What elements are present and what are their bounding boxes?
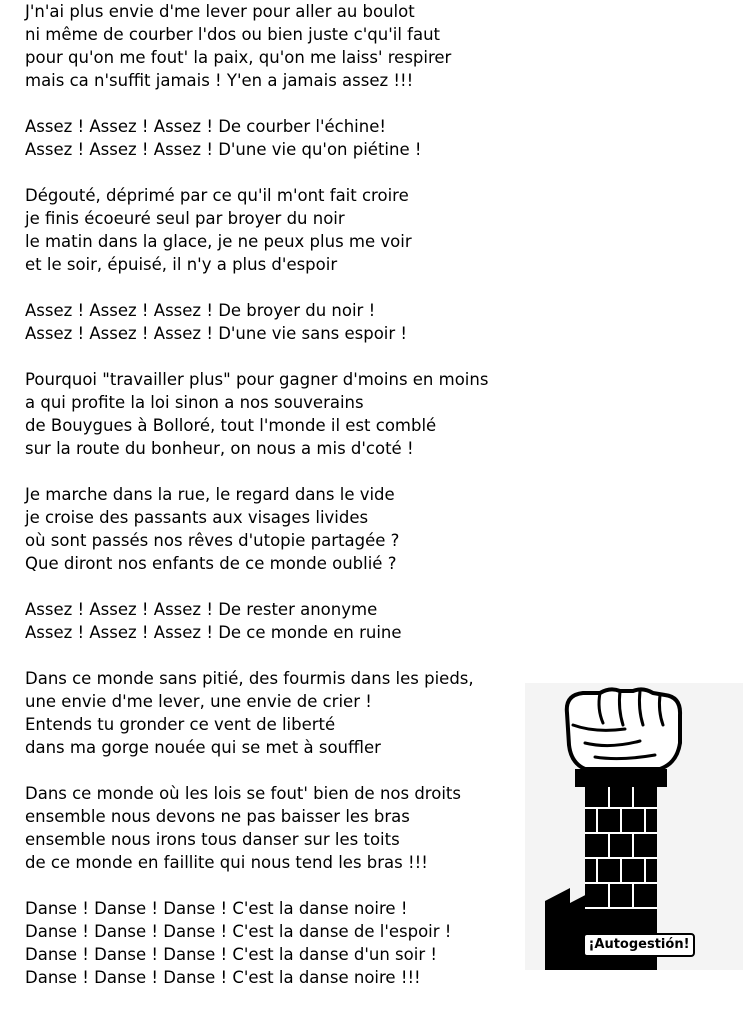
lyric-line: et le soir, épuisé, il n'y a plus d'espoir bbox=[25, 255, 338, 274]
lyric-line: je finis écoeuré seul par broyer du noir bbox=[25, 209, 345, 228]
lyric-line: sur la route du bonheur, on nous a mis d'coté ! bbox=[25, 439, 414, 458]
lyric-line: Danse ! Danse ! Danse ! C'est la danse d'un soir ! bbox=[25, 945, 437, 964]
lyric-line: Assez ! Assez ! Assez ! De ce monde en ruine bbox=[25, 623, 402, 642]
stanza bbox=[25, 299, 545, 345]
lyric-line: ensemble nous devons ne pas baisser les bras bbox=[25, 807, 410, 826]
stanza bbox=[25, 184, 545, 276]
lyric-line: Dans ce monde sans pitié, des fourmis dans les pieds, bbox=[25, 669, 474, 688]
lyric-line: de ce monde en faillite qui nous tend les bras !!! bbox=[25, 853, 428, 872]
lyric-line: Pourquoi "travailler plus" pour gagner d'moins en moins bbox=[25, 370, 489, 389]
lyric-line: Assez ! Assez ! Assez ! D'une vie qu'on piétine ! bbox=[25, 140, 422, 159]
stanza bbox=[25, 483, 545, 575]
lyric-line: Assez ! Assez ! Assez ! De courber l'échine! bbox=[25, 117, 386, 136]
lyrics-text bbox=[25, 0, 545, 1012]
lyric-line: a qui profite la loi sinon a nos souverains bbox=[25, 393, 364, 412]
lyric-line: Que diront nos enfants de ce monde oublié ? bbox=[25, 554, 397, 573]
lyric-line: Danse ! Danse ! Danse ! C'est la danse de l'espoir ! bbox=[25, 922, 452, 941]
sleeve-cuff bbox=[575, 769, 667, 787]
lyric-line: Assez ! Assez ! Assez ! D'une vie sans espoir ! bbox=[25, 324, 408, 343]
lyric-line: Entends tu gronder ce vent de liberté bbox=[25, 715, 336, 734]
lyric-line: le matin dans la glace, je ne peux plus me voir bbox=[25, 232, 412, 251]
lyric-line: Danse ! Danse ! Danse ! C'est la danse noire !!! bbox=[25, 968, 421, 987]
stanza bbox=[25, 667, 545, 759]
lyric-line: de Bouygues à Bolloré, tout l'monde il est comblé bbox=[25, 416, 437, 435]
stanza bbox=[25, 0, 545, 92]
raised-fist-factory-chimney-icon bbox=[525, 683, 743, 970]
lyric-line: Assez ! Assez ! Assez ! De rester anonyme bbox=[25, 600, 378, 619]
stanza bbox=[25, 115, 545, 161]
lyric-line: ni même de courber l'dos ou bien juste c'qu'il faut bbox=[25, 25, 440, 44]
stanza bbox=[25, 598, 545, 644]
stanza bbox=[25, 897, 545, 989]
lyric-line: Danse ! Danse ! Danse ! C'est la danse noire ! bbox=[25, 899, 408, 918]
lyric-line: J'n'ai plus envie d'me lever pour aller au boulot bbox=[25, 2, 415, 21]
lyric-line: Je marche dans la rue, le regard dans le vide bbox=[25, 485, 395, 504]
lyric-line: pour qu'on me fout' la paix, qu'on me laiss' respirer bbox=[25, 48, 452, 67]
lyric-line: je croise des passants aux visages livides bbox=[25, 508, 369, 527]
lyric-line: Dégouté, déprimé par ce qu'il m'ont fait croire bbox=[25, 186, 409, 205]
lyric-line: mais ca n'suffit jamais ! Y'en a jamais assez !!! bbox=[25, 71, 414, 90]
poster-label: ¡Autogestión! bbox=[583, 933, 695, 957]
lyric-line: une envie d'me lever, une envie de crier ! bbox=[25, 692, 372, 711]
lyric-line: Dans ce monde où les lois se fout' bien de nos droits bbox=[25, 784, 461, 803]
stanza bbox=[25, 368, 545, 460]
stanza bbox=[25, 782, 545, 874]
lyric-line: ensemble nous irons tous danser sur les toits bbox=[25, 830, 400, 849]
lyric-line: où sont passés nos rêves d'utopie partagée ? bbox=[25, 531, 400, 550]
lyric-line: Assez ! Assez ! Assez ! De broyer du noir ! bbox=[25, 301, 376, 320]
autogestion-poster bbox=[525, 683, 743, 970]
lyric-line: dans ma gorge nouée qui se met à souffler bbox=[25, 738, 381, 757]
